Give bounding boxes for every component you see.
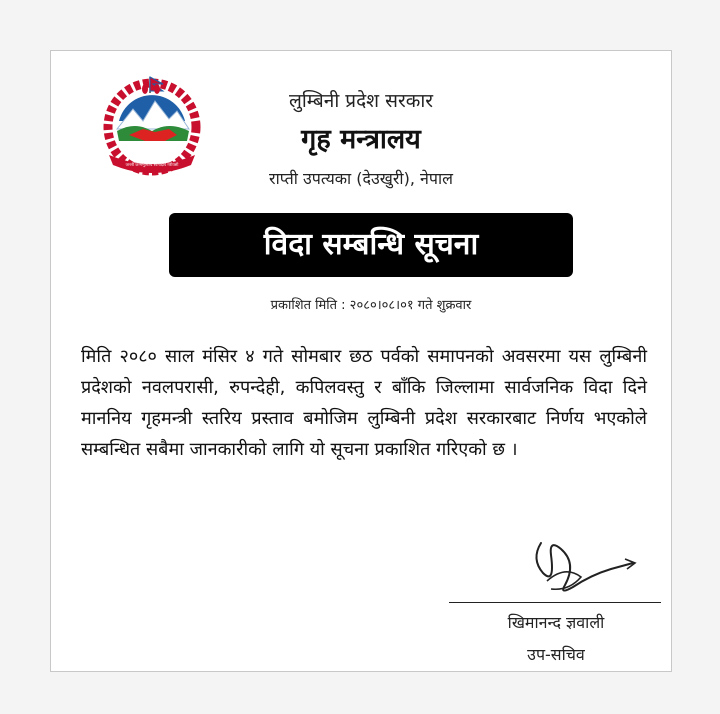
signatory-designation: उप-सचिव [527,645,585,664]
signature-line [449,602,661,603]
published-date: प्रकाशित मिति : २०८०।०८।०१ गते शुक्रवार [270,298,472,313]
emblem-motto: जननी जन्मभूमिश्च स्वर्गादपि गरीयसी [125,162,179,167]
signatory-name: खिमानन्द ज्ञवाली [507,613,605,632]
notice-body: मिति २०८० साल मंसिर ४ गते सोमबार छठ पर्वको समापनको अवसरमा यस लुम्बिनी प्रदेशको नवलपरासी, रुपन्देही, कपिलवस्तु र बाँकि जिल्लामा सार्वजनिक विदा दिने माननिय गृहमन्त्री स्तरिय प्रस्ताव बमोजिम लुम्बिनी प्रदेश सरकारबाट निर्णय भएकोले सम्बन्धित सबैमा जानकारीको लागि यो सूचना प्रकाशित गरिएको छ । [81,346,647,460]
government-name: लुम्बिनी प्रदेश सरकार [288,90,434,112]
notice-document [50,50,672,672]
signature-icon [521,529,641,609]
office-address: राप्ती उपत्यका (देउखुरी), नेपाल [269,169,453,188]
ministry-name: गृह मन्त्रालय [301,124,421,155]
notice-title: विदा सम्बन्धि सूचना [169,213,573,277]
